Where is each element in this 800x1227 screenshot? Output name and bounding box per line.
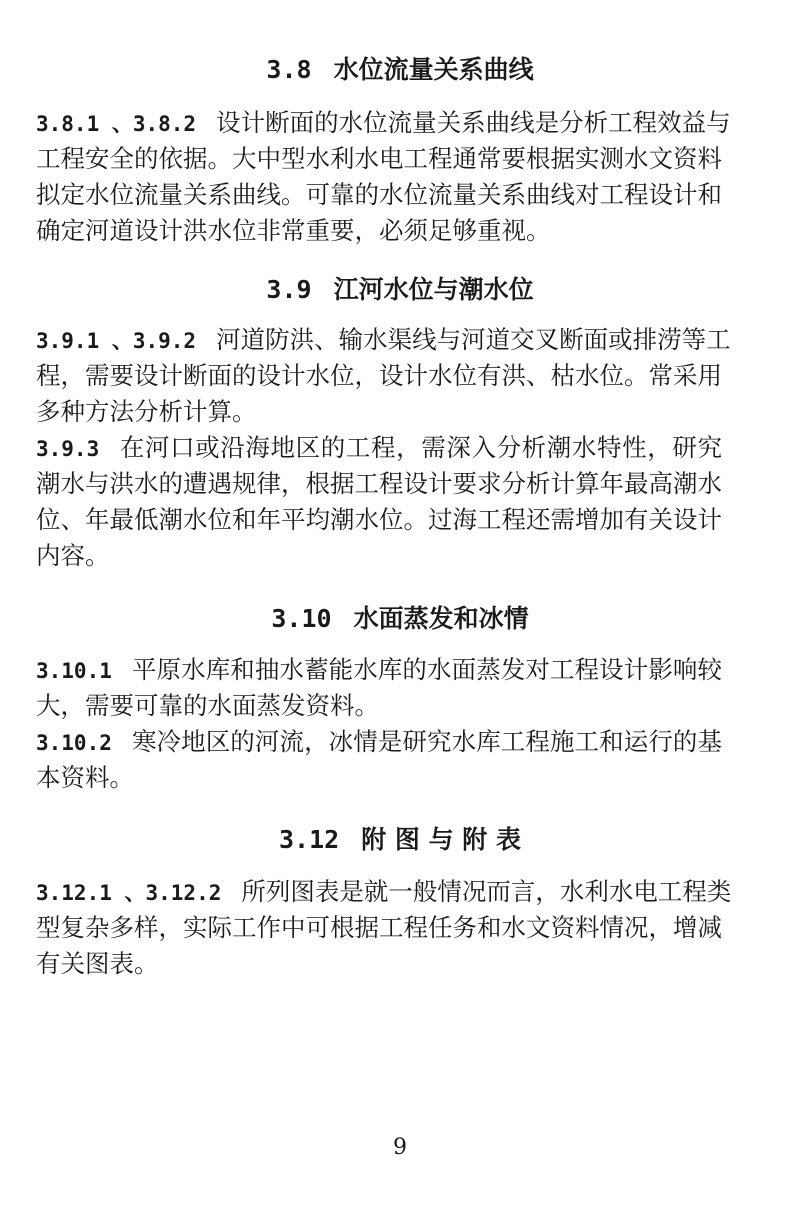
text-line	[36, 760, 722, 796]
section-body	[36, 874, 732, 982]
clause-number: 3.9.3	[36, 437, 100, 461]
line-text: 拟定水位流量关系曲线。可靠的水位流量关系曲线对工程设计和	[36, 180, 722, 209]
clause-number: 3.12.1 、3.12.2	[36, 881, 222, 905]
text-line	[36, 430, 722, 466]
text-line	[36, 946, 722, 982]
text-line	[36, 466, 722, 502]
section-body	[36, 322, 731, 574]
text-line	[36, 874, 732, 910]
section-title: 水位流量关系曲线	[333, 55, 534, 84]
line-text: 设计断面的水位流量关系曲线是分析工程效益与	[216, 108, 731, 137]
text-line	[36, 394, 722, 430]
text-line	[36, 177, 722, 213]
clause-number: 3.10.2	[36, 731, 112, 755]
line-text: 潮水与洪水的遭遇规律，根据工程设计要求分析计算年最高潮水	[36, 469, 722, 498]
clause-number: 3.9.1 、3.9.2	[36, 329, 197, 353]
text-line	[36, 724, 722, 760]
line-text: 内容。	[36, 541, 110, 570]
page-number: 9	[393, 1135, 407, 1160]
text-line	[36, 688, 722, 724]
paragraph	[36, 322, 731, 430]
text-line	[36, 105, 731, 141]
section-title: 江河水位与潮水位	[333, 275, 534, 304]
paragraph	[36, 874, 732, 982]
section-title: 水面蒸发和冰情	[353, 604, 529, 633]
text-line	[36, 358, 722, 394]
section-number: 3.9	[266, 275, 312, 304]
section-heading	[0, 820, 800, 856]
line-text: 确定河道设计洪水位非常重要，必须足够重视。	[36, 216, 551, 245]
paragraph	[36, 724, 722, 796]
line-text: 本资料。	[36, 763, 134, 792]
paragraph	[36, 430, 722, 574]
line-text: 位、年最低潮水位和年平均潮水位。过海工程还需增加有关设计	[36, 505, 722, 534]
line-text: 平原水库和抽水蓄能水库的水面蒸发对工程设计影响较	[131, 655, 722, 684]
text-line	[36, 910, 722, 946]
text-line	[36, 322, 731, 358]
line-text: 河道防洪、输水渠线与河道交叉断面或排涝等工	[216, 325, 731, 354]
text-line	[36, 538, 722, 574]
section-heading	[0, 270, 800, 306]
section-body	[36, 652, 722, 796]
section-heading	[0, 50, 800, 86]
paragraph	[36, 652, 722, 724]
line-text: 工程安全的依据。大中型水利水电工程通常要根据实测水文资料	[36, 144, 722, 173]
text-line	[36, 652, 722, 688]
text-line	[36, 502, 722, 538]
line-text: 有关图表。	[36, 949, 159, 978]
line-text: 多种方法分析计算。	[36, 397, 257, 426]
clause-number: 3.10.1	[36, 659, 112, 683]
line-text: 程，需要设计断面的设计水位，设计水位有洪、枯水位。常采用	[36, 361, 722, 390]
line-text: 大，需要可靠的水面蒸发资料。	[36, 691, 379, 720]
section-number: 3.10	[271, 604, 332, 633]
clause-number: 3.8.1 、3.8.2	[36, 112, 197, 136]
line-text: 在河口或沿海地区的工程，需深入分析潮水特性，研究	[119, 433, 722, 462]
section-body	[36, 105, 731, 249]
line-text: 寒冷地区的河流，冰情是研究水库工程施工和运行的基	[131, 727, 722, 756]
text-line	[36, 213, 722, 249]
section-title: 附 图 与 附 表	[361, 825, 522, 854]
line-text: 型复杂多样，实际工作中可根据工程任务和水文资料情况，增减	[36, 913, 722, 942]
text-line	[36, 141, 722, 177]
paragraph	[36, 105, 731, 249]
section-heading	[0, 599, 800, 635]
section-number: 3.12	[278, 825, 340, 854]
line-text: 所列图表是就一般情况而言，水利水电工程类	[241, 877, 732, 906]
section-number: 3.8	[266, 55, 312, 84]
